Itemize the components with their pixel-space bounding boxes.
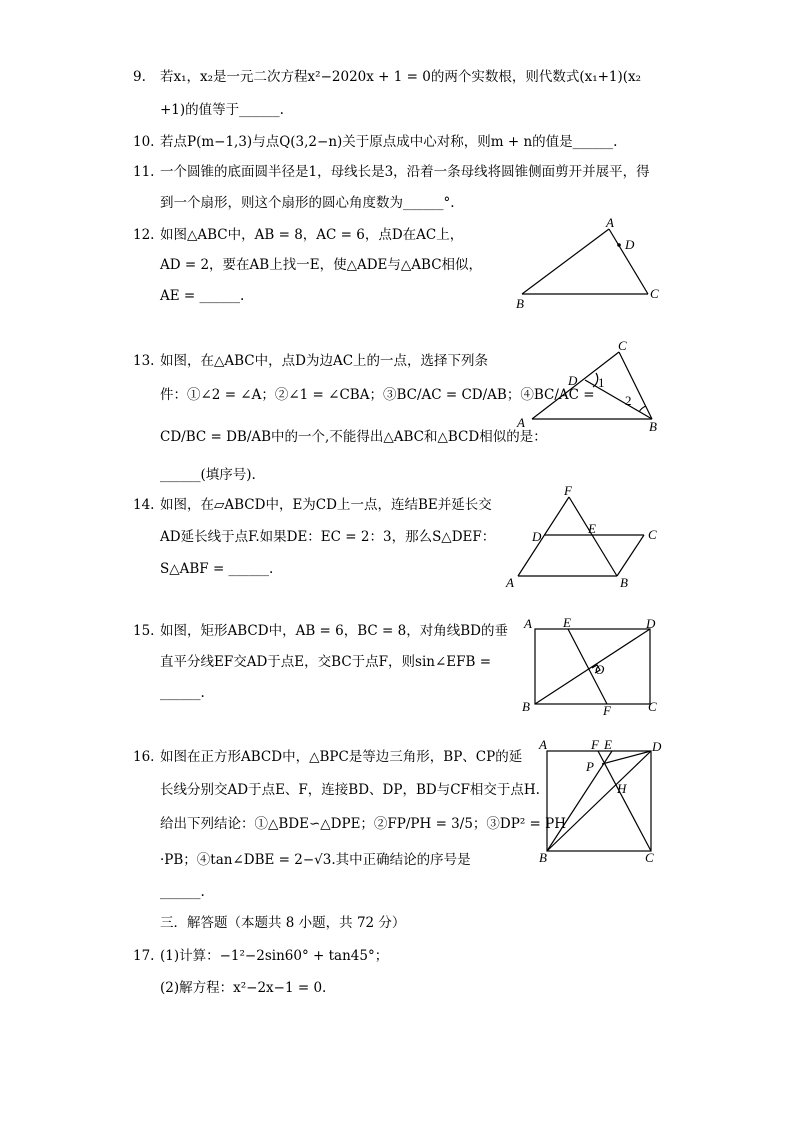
fig14-line-fb bbox=[569, 497, 617, 576]
q10-text-line1: 若点P(m−1,3)与点Q(3,2−n)关于原点成中心对称，则m + n的值是______. bbox=[160, 134, 618, 150]
q12-number: 12. bbox=[133, 227, 155, 243]
fig14-side-bc bbox=[617, 535, 644, 576]
fig16-label-e: E bbox=[604, 737, 612, 752]
fig16-line-cf bbox=[598, 751, 651, 851]
q15-text-line3: ______. bbox=[160, 685, 205, 701]
fig16-label-b: B bbox=[539, 850, 547, 865]
fig13-label-d: D bbox=[568, 373, 578, 388]
q12-text-line3: AE = ______. bbox=[160, 288, 245, 304]
fig12-side-ab bbox=[522, 229, 609, 294]
q16-text-line5: ______. bbox=[160, 884, 205, 900]
fig16-label-p: P bbox=[586, 759, 594, 774]
fig14-line-af bbox=[518, 497, 569, 576]
fig15-label-a: A bbox=[524, 616, 532, 631]
fig12-label-a: A bbox=[606, 215, 614, 230]
q10-number: 10. bbox=[133, 134, 155, 150]
q13-text-line3: CD/BC = DB/AB中的一个,不能得出△ABC和△BCD相似的是： bbox=[160, 429, 547, 445]
q14-text-line1: 如图，在▱ABCD中，E为CD上一点，连结BE并延长交 bbox=[160, 497, 492, 513]
fig15-label-c: C bbox=[648, 699, 657, 714]
fig13-label-angle2: 2 bbox=[625, 393, 632, 408]
q13-number: 13. bbox=[133, 353, 155, 369]
q17-text-line2: (2)解方程：x²−2x−1 = 0. bbox=[160, 980, 327, 996]
figure-q14-parallelogram bbox=[500, 485, 670, 595]
q16-text-line2: 长线分别交AD于点E、F，连接BD、DP，BD与CF相交于点H. bbox=[160, 782, 540, 798]
fig13-label-c: C bbox=[618, 340, 627, 353]
fig16-label-d: D bbox=[652, 739, 662, 754]
fig14-label-d: D bbox=[532, 529, 542, 544]
fig13-angle2-arc bbox=[639, 406, 646, 412]
q14-number: 14. bbox=[133, 497, 155, 513]
fig13-label-angle1: 1 bbox=[598, 375, 605, 390]
q9-text-line1: 若x₁，x₂是一元二次方程x²−2020x + 1 = 0的两个实数根，则代数式(x₁+1)(x₂ bbox=[160, 69, 642, 85]
fig14-label-a: A bbox=[506, 575, 514, 590]
q11-text-line1: 一个圆锥的底面圆半径是1，母线长是3，沿着一条母线将圆锥侧面剪开并展平，得 bbox=[160, 164, 650, 180]
fig12-label-b: B bbox=[516, 296, 524, 311]
fig15-label-e: E bbox=[563, 615, 571, 630]
q16-text-line3: 给出下列结论：①△BDE∽△DPE；②FP/PH = 3/5；③DP² = PH bbox=[160, 816, 566, 832]
q16-number: 16. bbox=[133, 749, 155, 765]
fig12-point-d bbox=[617, 243, 621, 247]
q15-text-line1: 如图，矩形ABCD中，AB = 6，BC = 8，对角线BD的垂 bbox=[160, 623, 508, 639]
fig16-label-a: A bbox=[539, 737, 547, 752]
q15-text-line2: 直平分线EF交AD于点E，交BC于点F，则sin∠EFB = bbox=[160, 654, 492, 670]
fig14-label-c: C bbox=[648, 527, 657, 542]
fig16-label-f: F bbox=[591, 737, 599, 752]
figure-q16-square bbox=[535, 735, 670, 867]
q9-number: 9. bbox=[133, 69, 146, 85]
q11-text-line2: 到一个扇形，则这个扇形的圆心角度数为______°. bbox=[160, 195, 455, 211]
figure-q13-triangle bbox=[510, 340, 670, 435]
q12-text-line2: AD = 2，要在AB上找一E，使△ADE与△ABC相似， bbox=[160, 257, 483, 273]
q16-text-line1: 如图在正方形ABCD中，△BPC是等边三角形，BP、CP的延 bbox=[160, 749, 523, 765]
fig14-label-b: B bbox=[620, 575, 628, 590]
q9-text-line2: +1)的值等于______. bbox=[160, 102, 284, 118]
fig15-diagonal-bd bbox=[535, 629, 650, 704]
fig14-label-f: F bbox=[564, 485, 572, 498]
section-heading: 三．解答题（本题共 8 小题，共 72 分） bbox=[160, 915, 406, 931]
fig16-diagonal-bd bbox=[547, 751, 651, 851]
figure-q15-rectangle bbox=[515, 613, 670, 723]
fig15-label-d: D bbox=[646, 616, 656, 631]
fig16-label-h: H bbox=[617, 781, 627, 796]
fig13-label-b: B bbox=[649, 419, 657, 434]
fig15-label-o: O bbox=[595, 662, 605, 677]
fig13-label-a: A bbox=[517, 415, 525, 430]
q13-text-line1: 如图，在△ABC中，点D为边AC上的一点，选择下列条 bbox=[160, 353, 489, 369]
fig12-label-d: D bbox=[625, 237, 635, 252]
q16-text-line4: ·PB；④tan∠DBE = 2−√3.其中正确结论的序号是 bbox=[160, 852, 471, 868]
fig15-label-b: B bbox=[522, 699, 530, 714]
q11-number: 11. bbox=[133, 164, 155, 180]
q14-text-line2: AD延长线于点F.如果DE：EC = 2：3，那么S△DEF： bbox=[160, 529, 496, 545]
fig16-line-be bbox=[547, 751, 612, 851]
fig16-label-c: C bbox=[645, 850, 654, 865]
q15-number: 15. bbox=[133, 623, 155, 639]
q12-text-line1: 如图△ABC中，AB = 8，AC = 6，点D在AC上， bbox=[160, 227, 464, 243]
q17-number: 17. bbox=[133, 948, 155, 964]
fig15-label-f: F bbox=[603, 703, 611, 718]
figure-q12-triangle bbox=[505, 215, 670, 315]
q14-text-line3: S△ABF = ______. bbox=[160, 561, 274, 577]
q13-text-line4: ______(填序号). bbox=[160, 467, 256, 483]
q13-text-line2: 件：①∠2 = ∠A；②∠1 = ∠CBA；③BC/AC = CD/AB；④BC/AC = bbox=[160, 387, 595, 403]
fig12-label-c: C bbox=[650, 286, 659, 301]
q17-text-line1: (1)计算：−1²−2sin60° + tan45°； bbox=[160, 948, 389, 964]
fig14-label-e: E bbox=[588, 521, 596, 536]
